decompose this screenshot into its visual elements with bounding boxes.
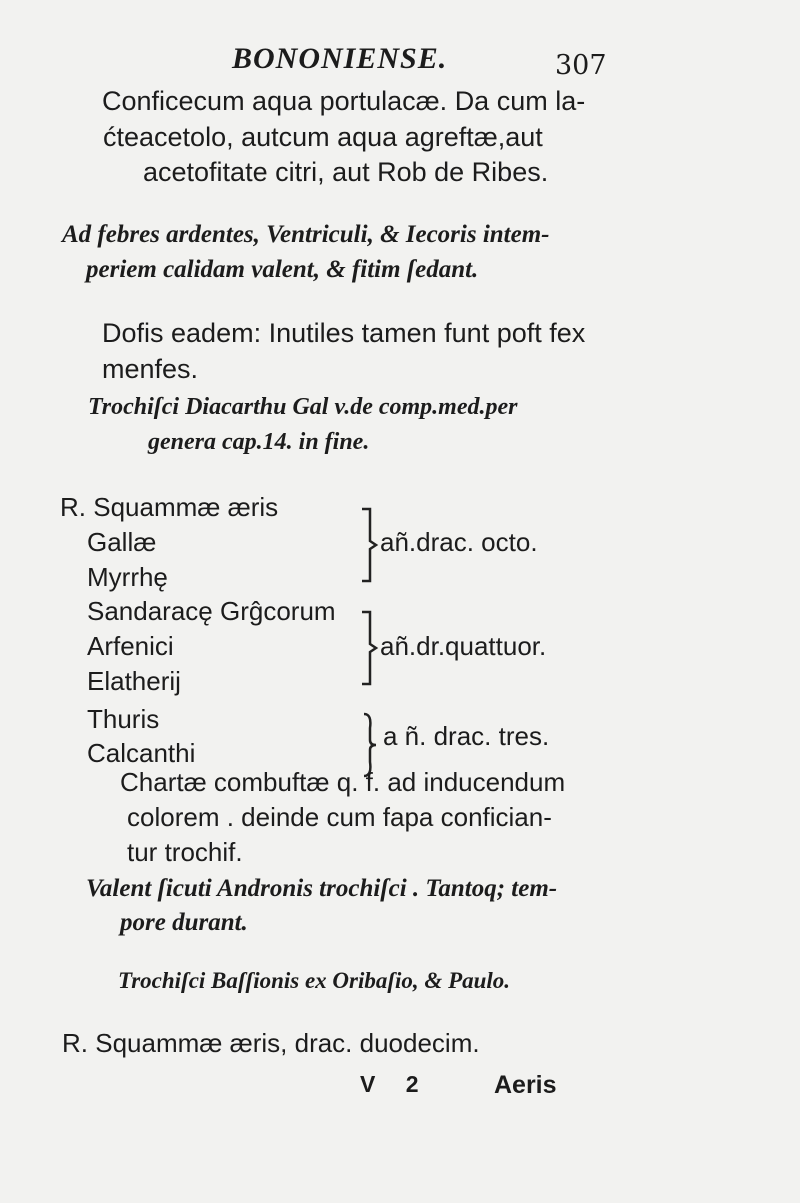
dose-label: añ.drac. octo. xyxy=(380,527,538,557)
ingredient-line: R. Squammæ æris xyxy=(60,492,279,522)
section-heading-line: Ad febres ardentes, Ventriculi, & Iecoris intem- xyxy=(62,221,550,248)
section-heading-line: genera cap.14. in fine. xyxy=(148,429,370,455)
ingredient-line: Gallæ xyxy=(87,527,157,557)
ingredient-line: Calcanthi xyxy=(87,738,196,768)
paragraph-line: ćteacetolo, autcum aqua agreftæ,aut xyxy=(103,122,543,152)
paragraph-line: tur trochif. xyxy=(127,837,243,867)
section-heading-line: Valent ſicuti Andronis trochiſci . Tantoq; tem- xyxy=(86,875,558,902)
paragraph-line: colorem . deinde cum fapa confician- xyxy=(127,802,552,832)
signature-mark: V 2 xyxy=(360,1071,431,1097)
ingredient-line: Thuris xyxy=(87,704,160,734)
ingredient-line: Elatherij xyxy=(87,666,181,696)
brace-icon xyxy=(358,505,382,585)
ingredient-line: Sandaracę Grĝcorum xyxy=(87,596,336,626)
dose-label: añ.dr.quattuor. xyxy=(380,631,547,661)
paragraph-line: menfes. xyxy=(102,354,199,384)
section-heading-line: periem calidam valent, & fitim ſedant. xyxy=(86,256,479,283)
paragraph-line: Chartæ combuftæ q. f. ad inducendum xyxy=(120,767,566,797)
page-number: 307 xyxy=(555,50,607,81)
paragraph-line: acetofitate citri, aut Rob de Ribes. xyxy=(143,157,549,187)
section-heading-line: pore durant. xyxy=(120,909,248,936)
ingredient-line: Myrrhę xyxy=(87,562,168,592)
paragraph-line: Conficecum aqua portulacæ. Da cum la- xyxy=(102,86,586,116)
brace-icon xyxy=(358,608,382,688)
ingredient-line: Arfenici xyxy=(87,631,174,661)
paragraph-line: Dofis eadem: Inutiles tamen funt poft fex xyxy=(102,318,586,348)
catchword: Aeris xyxy=(494,1071,557,1099)
section-heading-line: Trochiſci Diacarthu Gal v.de comp.med.per xyxy=(88,394,518,420)
paragraph-line: R. Squammæ æris, drac. duodecim. xyxy=(62,1028,480,1058)
running-head: BONONIENSE. xyxy=(232,42,448,75)
section-heading: Trochiſci Baſſionis ex Oribaſio, & Paulo. xyxy=(118,968,511,993)
dose-label: a ñ. drac. tres. xyxy=(383,721,550,751)
